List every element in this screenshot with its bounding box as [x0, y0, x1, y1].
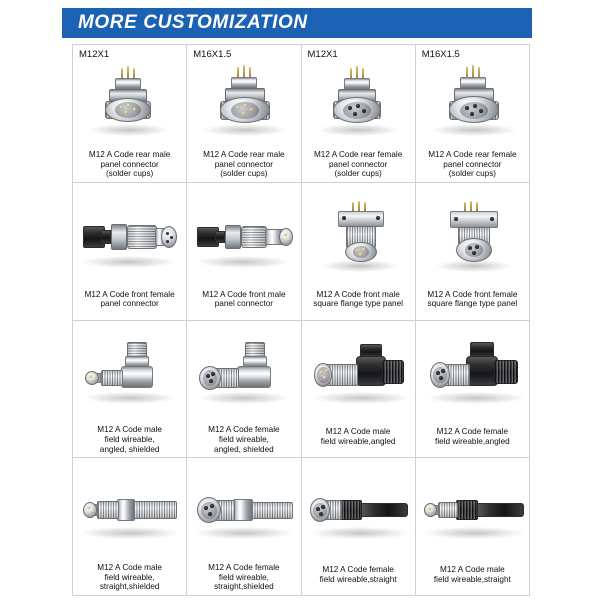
- product-cell[interactable]: [416, 458, 530, 596]
- product-cell[interactable]: [416, 183, 530, 321]
- thread-code-label: M12X1: [307, 49, 338, 60]
- thread-code-label: [304, 324, 413, 338]
- product-grid: [72, 44, 530, 596]
- product-caption: M12 A Code rear female panel connector (solder cups): [313, 149, 403, 179]
- product-image: [75, 200, 184, 290]
- product-cell[interactable]: [187, 45, 301, 183]
- product-cell[interactable]: [302, 321, 416, 459]
- product-cell[interactable]: [73, 458, 187, 596]
- thread-code-label: [75, 324, 184, 338]
- thread-code-label: [189, 186, 298, 200]
- page-title: MORE CUSTOMIZATION: [78, 12, 308, 33]
- product-caption: M12 A Code front female panel connector: [84, 289, 175, 309]
- product-image: [304, 475, 413, 565]
- product-image: [189, 475, 298, 563]
- product-image: [304, 62, 413, 150]
- product-cell[interactable]: [302, 183, 416, 321]
- thread-code-label: M12X1: [79, 49, 110, 60]
- product-cell[interactable]: [302, 458, 416, 596]
- product-caption: M12 A Code rear female panel connector (solder cups): [428, 149, 517, 179]
- thread-code-label: [304, 186, 413, 200]
- product-cell[interactable]: [187, 183, 301, 321]
- thread-code-label: [418, 324, 527, 338]
- product-caption: M12 A Code rear male panel connector (solder cups): [203, 149, 285, 179]
- thread-code-label: [418, 186, 527, 200]
- product-cell[interactable]: [416, 45, 530, 183]
- product-caption: M12 A Code male field wireable, angled, shielded: [97, 425, 162, 454]
- product-caption: M12 A Code male field wireable, straight,shielded: [97, 563, 162, 592]
- product-caption: M12 A Code front male square flange type panel: [313, 289, 403, 309]
- product-image: [75, 475, 184, 563]
- thread-code-label: M16X1.5: [193, 49, 232, 60]
- thread-code-label: [189, 461, 298, 475]
- thread-code-label: [304, 461, 413, 475]
- product-image: [418, 62, 527, 150]
- product-caption: M12 A Code female field wireable,angled: [435, 427, 510, 446]
- product-image: [189, 62, 298, 150]
- product-caption: M12 A Code rear male panel connector (solder cups): [88, 149, 171, 179]
- product-cell[interactable]: [73, 45, 187, 183]
- thread-code-label: [75, 186, 184, 200]
- product-image: [75, 62, 184, 150]
- product-image: [75, 338, 184, 426]
- thread-code-label: [189, 324, 298, 338]
- product-caption: M12 A Code male field wireable,straight: [433, 565, 511, 584]
- product-cell[interactable]: [187, 458, 301, 596]
- product-cell[interactable]: [73, 183, 187, 321]
- product-caption: M12 A Code male field wireable,angled: [320, 427, 396, 446]
- product-image: [418, 338, 527, 428]
- thread-code-label: [75, 461, 184, 475]
- product-cell[interactable]: [73, 321, 187, 459]
- product-image: [189, 338, 298, 426]
- thread-code-label: [418, 461, 527, 475]
- product-caption: M12 A Code female field wireable,straight: [319, 565, 397, 584]
- header-banner: [62, 8, 532, 38]
- product-cell[interactable]: [302, 45, 416, 183]
- product-cell[interactable]: [187, 321, 301, 459]
- thread-code-label: M16X1.5: [421, 49, 460, 60]
- product-image: [189, 200, 298, 290]
- product-image: [418, 200, 527, 290]
- product-image: [304, 338, 413, 428]
- product-image: [418, 475, 527, 565]
- product-caption: M12 A Code front female square flange type panel: [427, 289, 518, 309]
- product-cell[interactable]: [416, 321, 530, 459]
- product-caption: M12 A Code female field wireable, straight,shielded: [208, 563, 280, 592]
- product-image: [304, 200, 413, 290]
- product-caption: M12 A Code front male panel connector: [202, 289, 286, 309]
- product-caption: M12 A Code female field wireable, angled, shielded: [208, 425, 280, 454]
